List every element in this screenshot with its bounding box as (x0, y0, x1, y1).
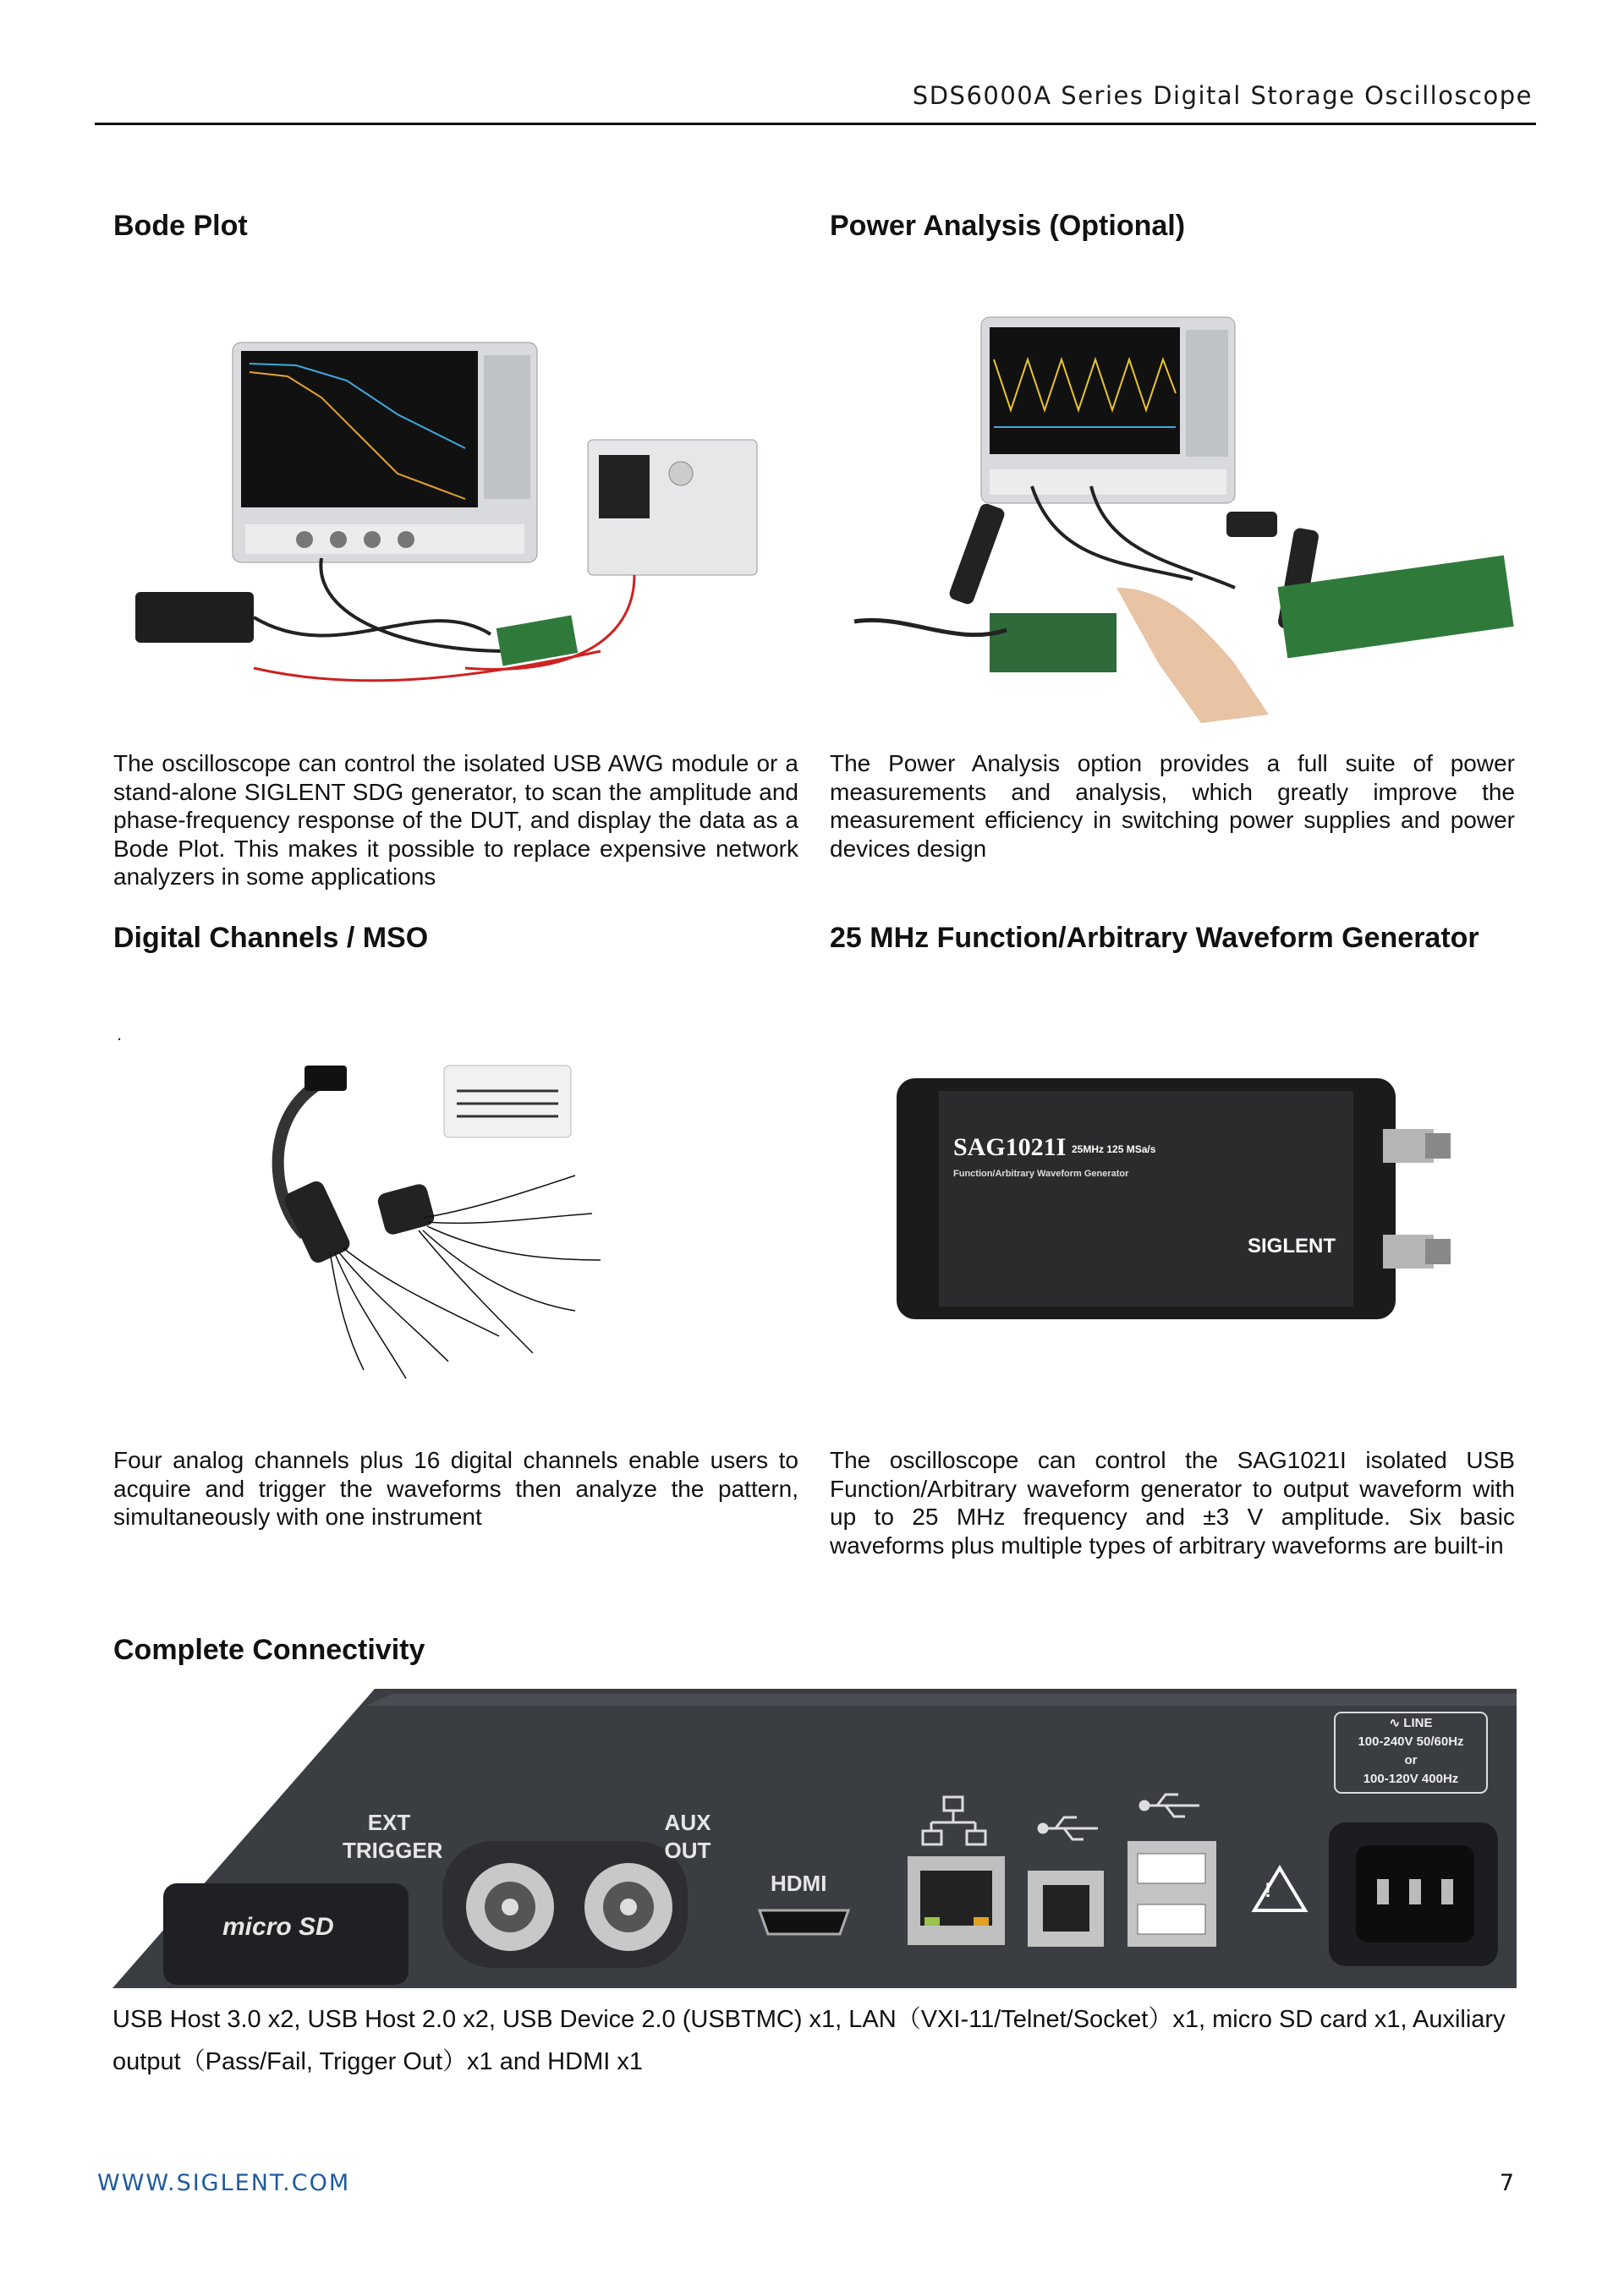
page-header-title: SDS6000A Series Digital Storage Oscilloscope (912, 81, 1533, 110)
ext-trigger-label: EXT TRIGGER (343, 1810, 443, 1863)
section-title-power: Power Analysis (Optional) (830, 210, 1186, 242)
power-description: The Power Analysis option provides a full suite of power measurements and analysis, which greatly improve the measurement efficiency in switching power supplies and power devices design (830, 750, 1515, 862)
page-number: 7 (1499, 2170, 1514, 2196)
section-title-mso: Digital Channels / MSO (113, 922, 429, 954)
hdmi-label: HDMI (771, 1871, 827, 1896)
mso-description: Four analog channels plus 16 digital channels enable users to acquire and trigger the waveforms then analyze the pattern, simultaneously with one instrument (113, 1447, 798, 1530)
device-subtitle-label: Function/Arbitrary Waveform Generator (953, 1169, 1129, 1179)
device-model-label: SAG1021I (953, 1133, 1067, 1161)
device-spec-label: 25MHz 125 MSa/s (1072, 1143, 1156, 1155)
header-divider (95, 123, 1536, 125)
aux-out-label: AUX OUT (664, 1810, 711, 1863)
microsd-logo: micro SD (222, 1913, 334, 1941)
warning-icon: ! (1265, 1879, 1271, 1902)
stray-dot: . (117, 1023, 123, 1044)
rear-panel-image (112, 1689, 1517, 1988)
bode-plot-setup-image (127, 313, 787, 706)
section-title-bode: Bode Plot (113, 210, 248, 242)
device-brand-label: SIGLENT (1248, 1235, 1336, 1258)
power-analysis-setup-image (837, 309, 1514, 727)
section-title-awg: 25 MHz Function/Arbitrary Waveform Generator (830, 922, 1479, 954)
section-title-connectivity: Complete Connectivity (113, 1634, 425, 1666)
sag1021i-device-image (892, 1066, 1459, 1328)
mso-logic-probe-image (254, 1049, 677, 1395)
connectivity-caption: USB Host 3.0 x2, USB Host 2.0 x2, USB Device 2.0 (USBTMC) x1, LAN（VXI-11/Telnet/Socket）x1, micro SD card x1, Auxiliary output（Pass/Fail, Trigger Out）x1 and HDMI x1 (112, 2006, 1506, 2075)
footer-website-link[interactable]: WWW.SIGLENT.COM (97, 2170, 351, 2196)
bode-description: The oscilloscope can control the isolated USB AWG module or a stand-alone SIGLENT SDG generator, to scan the amplitude and phase-frequency response of the DUT, and display the data as a Bode Plot. This makes it possible to replace expensive network analyzers in some applications (113, 750, 798, 890)
awg-description: The oscilloscope can control the SAG1021I isolated USB Function/Arbitrary waveform generator to output waveform with up to 25 MHz frequency and ±3 V amplitude. Six basic waveforms plus multiple types of arbitrary waveforms are built-in (830, 1447, 1515, 1559)
line-rating-label: ∿ LINE 100-240V 50/60Hz or 100-120V 400Hz (1358, 1716, 1464, 1786)
